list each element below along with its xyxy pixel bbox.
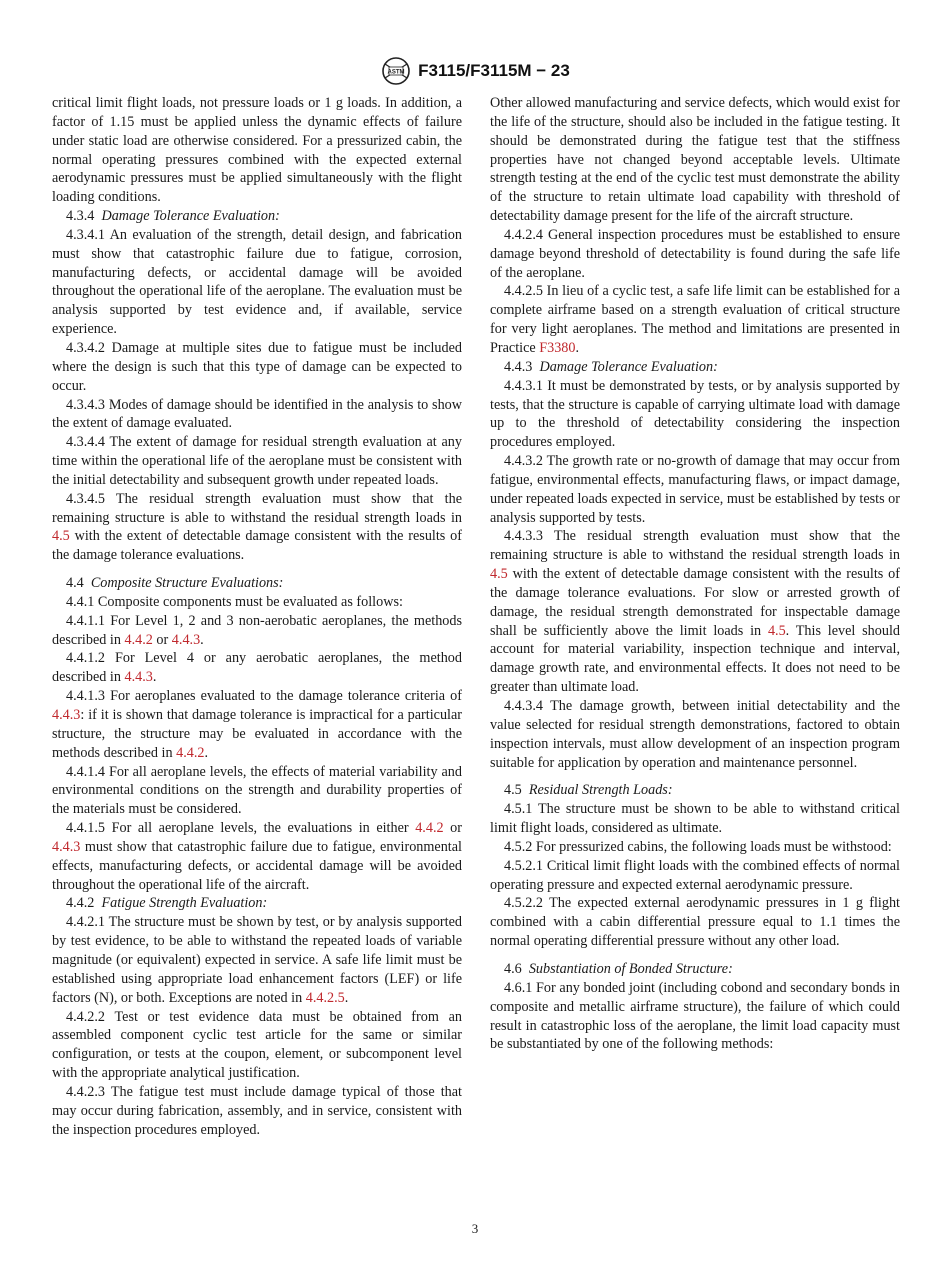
astm-logo-icon — [380, 56, 412, 86]
paragraph-4-4-1-2: 4.4.1.2 For Level 4 or any aerobatic aeroplanes, the method described in 4.4.3. — [52, 650, 462, 686]
ref-link-4-4-3[interactable]: 4.4.3 — [52, 838, 81, 855]
right-column — [490, 94, 900, 1054]
paragraph-4-6-1: 4.6.1 For any bonded joint (including cobond and secondary bonds in composite and metallic airframe structure), the failure of which could result in catastrophic loss of the aeroplane, the limit load capacity must be substantiated by one of the following methods: — [490, 979, 900, 1053]
section-heading-4-5: 4.5 Residual Strength Loads: — [504, 782, 673, 799]
paragraph-4-3-4-5: 4.3.4.5 The residual strength evaluation must show that the remaining structure is able to withstand the residual strength loads in 4.5 with the extent of detectable damage consistent with the results of the damage tolerance evaluations. — [52, 490, 462, 564]
paragraph-4-5-2-2: 4.5.2.2 The expected external aerodynamic pressures in 1 g flight combined with a cabin differential pressure equal to 1.1 times the normal operating differential pressure without any other load. — [490, 895, 900, 950]
section-heading-4-6: 4.6 Substantiation of Bonded Structure: — [504, 960, 733, 977]
paragraph-4-3-4-3: 4.3.4.3 Modes of damage should be identified in the analysis to show the extent of damage evaluated. — [52, 396, 462, 432]
section-heading-4-4-2: 4.4.2 Fatigue Strength Evaluation: — [66, 895, 268, 912]
page-number: 3 — [471, 1221, 479, 1236]
paragraph-4-4-3-2: 4.4.3.2 The growth rate or no-growth of damage that may occur from fatigue, environmental effects, manufacturing flaws, or impact damage, under repeated loads expected in service, must be established by tests or analysis supported by tests. — [490, 453, 900, 526]
section-heading-4-4: 4.4 Composite Structure Evaluations: — [66, 575, 284, 592]
paragraph-4-5-2: 4.5.2 For pressurized cabins, the following loads must be withstood: — [504, 838, 892, 855]
section-heading-4-4-3: 4.4.3 Damage Tolerance Evaluation: — [504, 358, 718, 375]
paragraph-4-4-2-2: 4.4.2.2 Test or test evidence data must be obtained from an assembled component cyclic test article for the same or similar configuration, or tests at the coupon, element, or subcomponent level with the appropriate analytical justification. — [52, 1008, 462, 1082]
paragraph-4-4-3-3: 4.4.3.3 The residual strength evaluation must show that the remaining structure is able to withstand the residual strength loads in 4.5 with the extent of detectable damage consistent with the results of the damage tolerance evaluations. For slow or arrested growth of damage, the residual strength demonstrated for inspectable damage shall be sufficiently above the limit loads in 4.5. This level should account for material variability, inspection technique and interval, damage growth rate, and environmental effects. It does not need to be greater than ultimate load. — [490, 528, 900, 696]
paragraph-4-4-1-3: 4.4.1.3 For aeroplanes evaluated to the damage tolerance criteria of 4.4.3: if it is shown that damage tolerance is impractical for a particular structure, the structure may be evaluated in accordance with the methods described in 4.4.2. — [52, 688, 462, 761]
paragraph-4-4-2-4: 4.4.2.4 General inspection procedures must be established to ensure damage beyond threshold of detectability is found during the safe life of the aeroplane. — [490, 226, 900, 281]
ref-link-4-4-3[interactable]: 4.4.3 — [171, 631, 201, 648]
paragraph-4-4-2-1: 4.4.2.1 The structure must be shown by test, or by analysis supported by test evidence, to be able to withstand the repeated loads of variable magnitude (or equivalent) expected in service. A safe life limit must be established using appropriate load enhancement factors (LEF) or life factors (N), or both. Exceptions are noted in 4.4.2.5. — [52, 914, 462, 1006]
ref-link-4-5[interactable]: 4.5 — [767, 622, 786, 639]
ref-link-4-4-3[interactable]: 4.4.3 — [52, 707, 81, 723]
left-column — [52, 94, 462, 1139]
ref-link-4-4-2-5[interactable]: 4.4.2.5 — [305, 989, 345, 1006]
paragraph-continuation: critical limit flight loads, not pressure loads or 1 g loads. In addition, a factor of 1.15 must be applied unless the dynamic effects of failure under static load are otherwise considered. For a pressurized cabin, the normal operating pressures combined with the expected external aerodynamic pressures must be applied simultaneously with the flight loading conditions. — [52, 95, 462, 206]
paragraph-4-5-1: 4.5.1 The structure must be shown to be able to withstand critical limit flight loads, considered as ultimate. — [490, 801, 900, 837]
page-header — [0, 56, 950, 86]
document-id: F3115/F3115M − 23 — [418, 61, 570, 80]
paragraph-continuation: Other allowed manufacturing and service defects, which would exist for the life of the structure, should also be included in the fatigue testing. It should be demonstrated during the fatigue test that the stiffness properties have not changed beyond acceptable levels. Ultimate strength testing at the end of the cyclic test must demonstrate the ability of the structure to retain ultimate load capability with threshold of detectability damage present for the life of the aircraft structure. — [490, 95, 900, 225]
section-heading-4-3-4: 4.3.4 Damage Tolerance Evaluation: — [66, 208, 280, 225]
paragraph-4-4-1-4: 4.4.1.4 For all aeroplane levels, the effects of material variability and environmental conditions on the strength and durability properties of the materials must be considered. — [52, 763, 462, 818]
ref-link-4-4-2[interactable]: 4.4.2 — [176, 744, 205, 761]
paragraph-4-5-2-1: 4.5.2.1 Critical limit flight loads with the combined effects of normal operating pressure and expected external aerodynamic pressure. — [490, 857, 900, 893]
ref-link-f3380[interactable]: F3380 — [539, 339, 576, 356]
ref-link-4-4-2[interactable]: 4.4.2 — [415, 820, 444, 837]
ref-link-4-4-2[interactable]: 4.4.2 — [124, 631, 153, 648]
paragraph-4-4-3-1: 4.4.3.1 It must be demonstrated by tests, or by analysis supported by tests, that the structure is capable of carrying ultimate load with damage up to the threshold of detectability considering the inspection procedures employed. — [490, 377, 900, 451]
paragraph-4-4-2-5: 4.4.2.5 In lieu of a cyclic test, a safe life limit can be established for a complete airframe based on a strength evaluation of critical structure for very light aeroplanes. The method and limitations are presented in Practice F3380. — [490, 283, 900, 356]
ref-link-4-4-3[interactable]: 4.4.3 — [124, 669, 153, 686]
paragraph-4-3-4-4: 4.3.4.4 The extent of damage for residual strength evaluation at any time within the operational life of the aeroplane must be consistent with the initial detectability and subsequent growth under repeated loads. — [52, 434, 462, 488]
paragraph-4-4-1-5: 4.4.1.5 For all aeroplane levels, the evaluations in either 4.4.2 or 4.4.3 must show that catastrophic failure due to fatigue, environmental effects, manufacturing defects, or accidental damage will be avoided throughout the operational life of the aircraft. — [52, 820, 462, 893]
paragraph-4-3-4-2: 4.3.4.2 Damage at multiple sites due to fatigue must be included where the design is such that this type of damage can be expected to occur. — [52, 339, 462, 394]
paragraph-4-4-1-1: 4.4.1.1 For Level 1, 2 and 3 non-aerobatic aeroplanes, the methods described in 4.4.2 or 4.4.3. — [52, 612, 462, 648]
paragraph-4-3-4-1: 4.3.4.1 An evaluation of the strength, detail design, and fabrication must show that catastrophic failure due to fatigue, corrosion, manufacturing defects, or accidental damage will be avoided throughout the operational life of the aeroplane. The evaluation must be analysis supported by test evidence and, if available, service experience. — [52, 226, 462, 338]
svg-text:ASTM: ASTM — [387, 69, 405, 76]
paragraph-4-4-2-3: 4.4.2.3 The fatigue test must include damage typical of those that may occur during fabrication, assembly, and in service, consistent with the inspection procedures employed. — [52, 1083, 462, 1138]
ref-link-4-5[interactable]: 4.5 — [52, 528, 70, 545]
paragraph-4-4-3-4: 4.4.3.4 The damage growth, between initial detectability and the value selected for residual strength demonstrations, factored to obtain inspection intervals, must allow development of an inspection program suitable for application by operation and maintenance personnel. — [490, 698, 900, 771]
paragraph-4-4-1: 4.4.1 Composite components must be evaluated as follows: — [66, 593, 403, 610]
ref-link-4-5[interactable]: 4.5 — [490, 566, 508, 583]
